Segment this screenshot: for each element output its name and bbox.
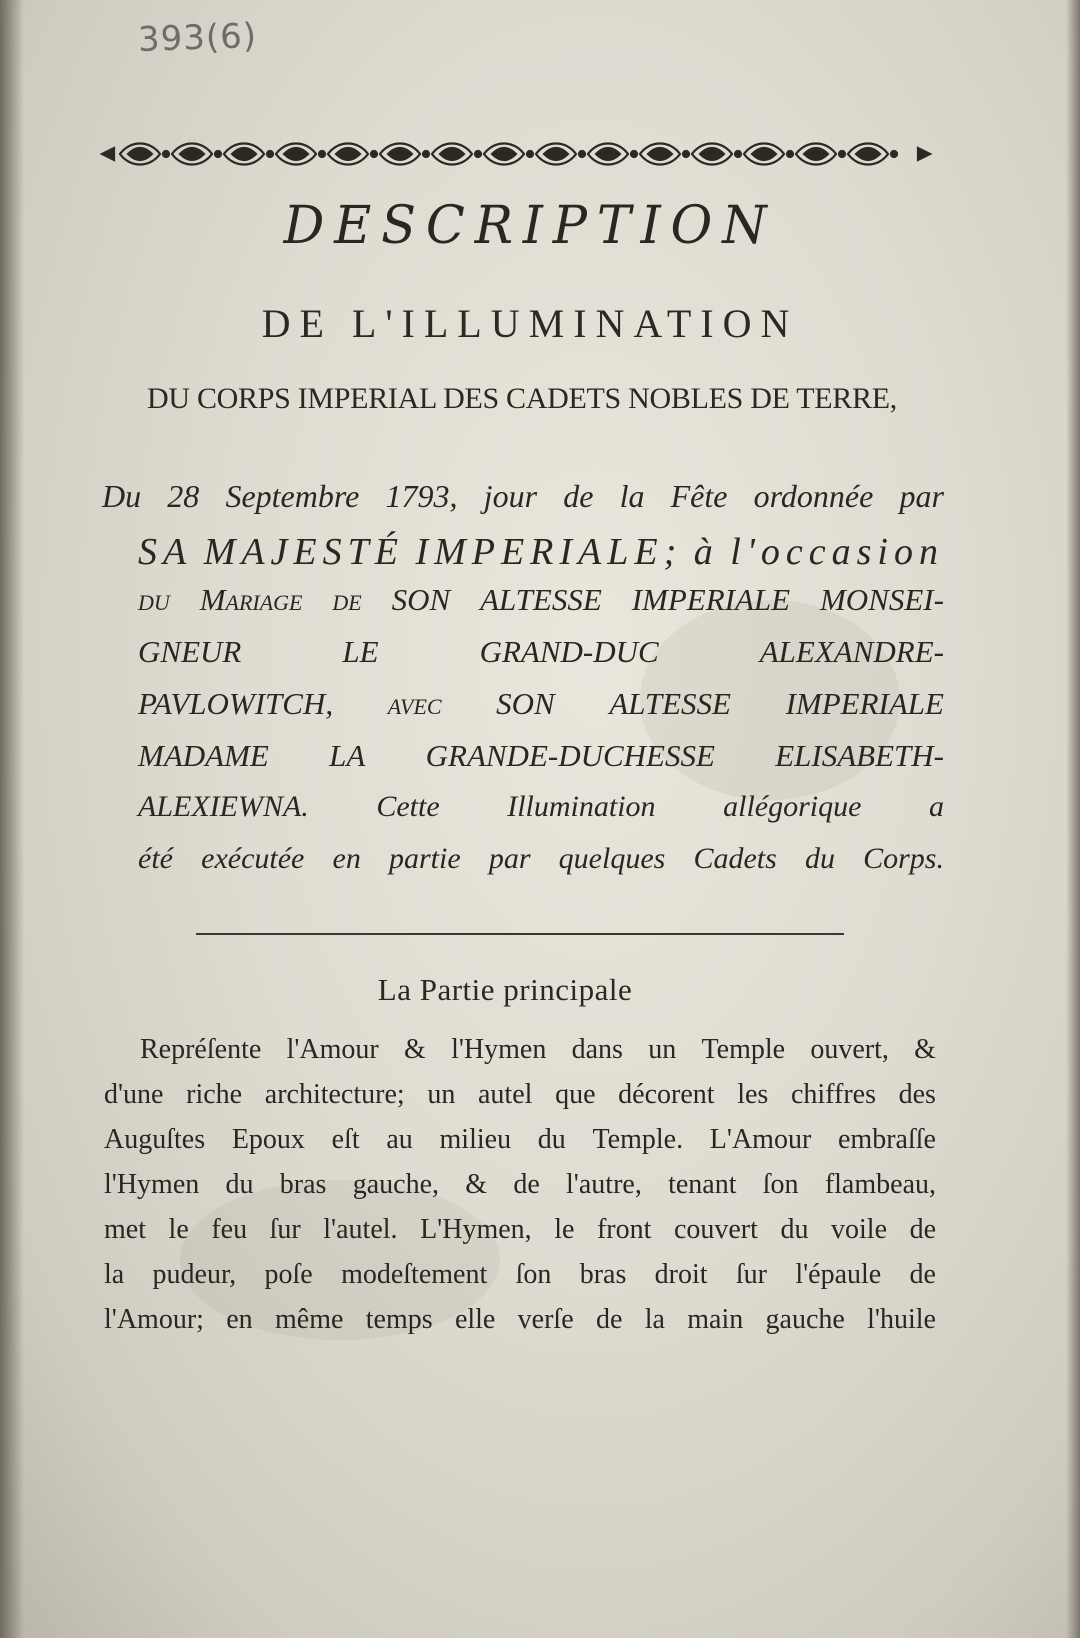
subtitle-line: Du 28 Septembre 1793, jour de la Fête ordonnée par (102, 478, 944, 514)
title-corps-imperial: DU CORPS IMPERIAL DES CADETS NOBLES DE TERRE, (147, 382, 897, 415)
page-edge-shadow (1066, 0, 1080, 1638)
horizontal-rule (196, 933, 844, 935)
body-line: la pudeur, poſe modeſtement ſon bras droit ſur l'épaule de (104, 1259, 936, 1290)
body-line: l'Amour; en même temps elle verſe de la main gauche l'huile (104, 1304, 936, 1335)
body-line: l'Hymen du bras gauche, & de l'autre, tenant ſon flambeau, (104, 1169, 936, 1200)
subtitle-line: été exécutée en partie par quelques Cadets du Corps. (138, 842, 944, 875)
subtitle-line: ALEXIEWNA. Cette Illumination allégorique a (138, 790, 944, 823)
title-description: DESCRIPTION (283, 196, 777, 256)
subtitle-line: MADAME LA GRANDE-DUCHESSE ELISABETH- (138, 738, 944, 773)
body-line: Auguſtes Epoux eſt au milieu du Temple. L'Amour embraſſe (104, 1124, 936, 1155)
decorative-ornament-band (98, 134, 934, 174)
title-illumination: DE L'ILLUMINATION (261, 301, 799, 346)
body-line: Repréſente l'Amour & l'Hymen dans un Temple ouvert, & (140, 1034, 936, 1065)
subtitle-paragraph (102, 478, 944, 894)
subtitle-line: GNEUR LE GRAND-DUC ALEXANDRE- (138, 634, 944, 669)
subtitle-line: PAVLOWITCH, avec SON ALTESSE IMPERIALE (138, 686, 944, 721)
section-heading: La Partie principale (377, 972, 633, 1007)
body-line: d'une riche architecture; un autel que décorent les chiffres des (104, 1079, 936, 1110)
body-line: met le feu ſur l'autel. L'Hymen, le front couvert du voile de (104, 1214, 936, 1245)
handwritten-shelfmark: 393(6) (137, 15, 258, 61)
subtitle-line: SA MAJESTÉ IMPERIALE; à l'occasion (138, 531, 944, 573)
subtitle-line: du Mariage de SON ALTESSE IMPERIALE MONSEI- (138, 582, 944, 617)
body-paragraph (104, 1034, 936, 1349)
